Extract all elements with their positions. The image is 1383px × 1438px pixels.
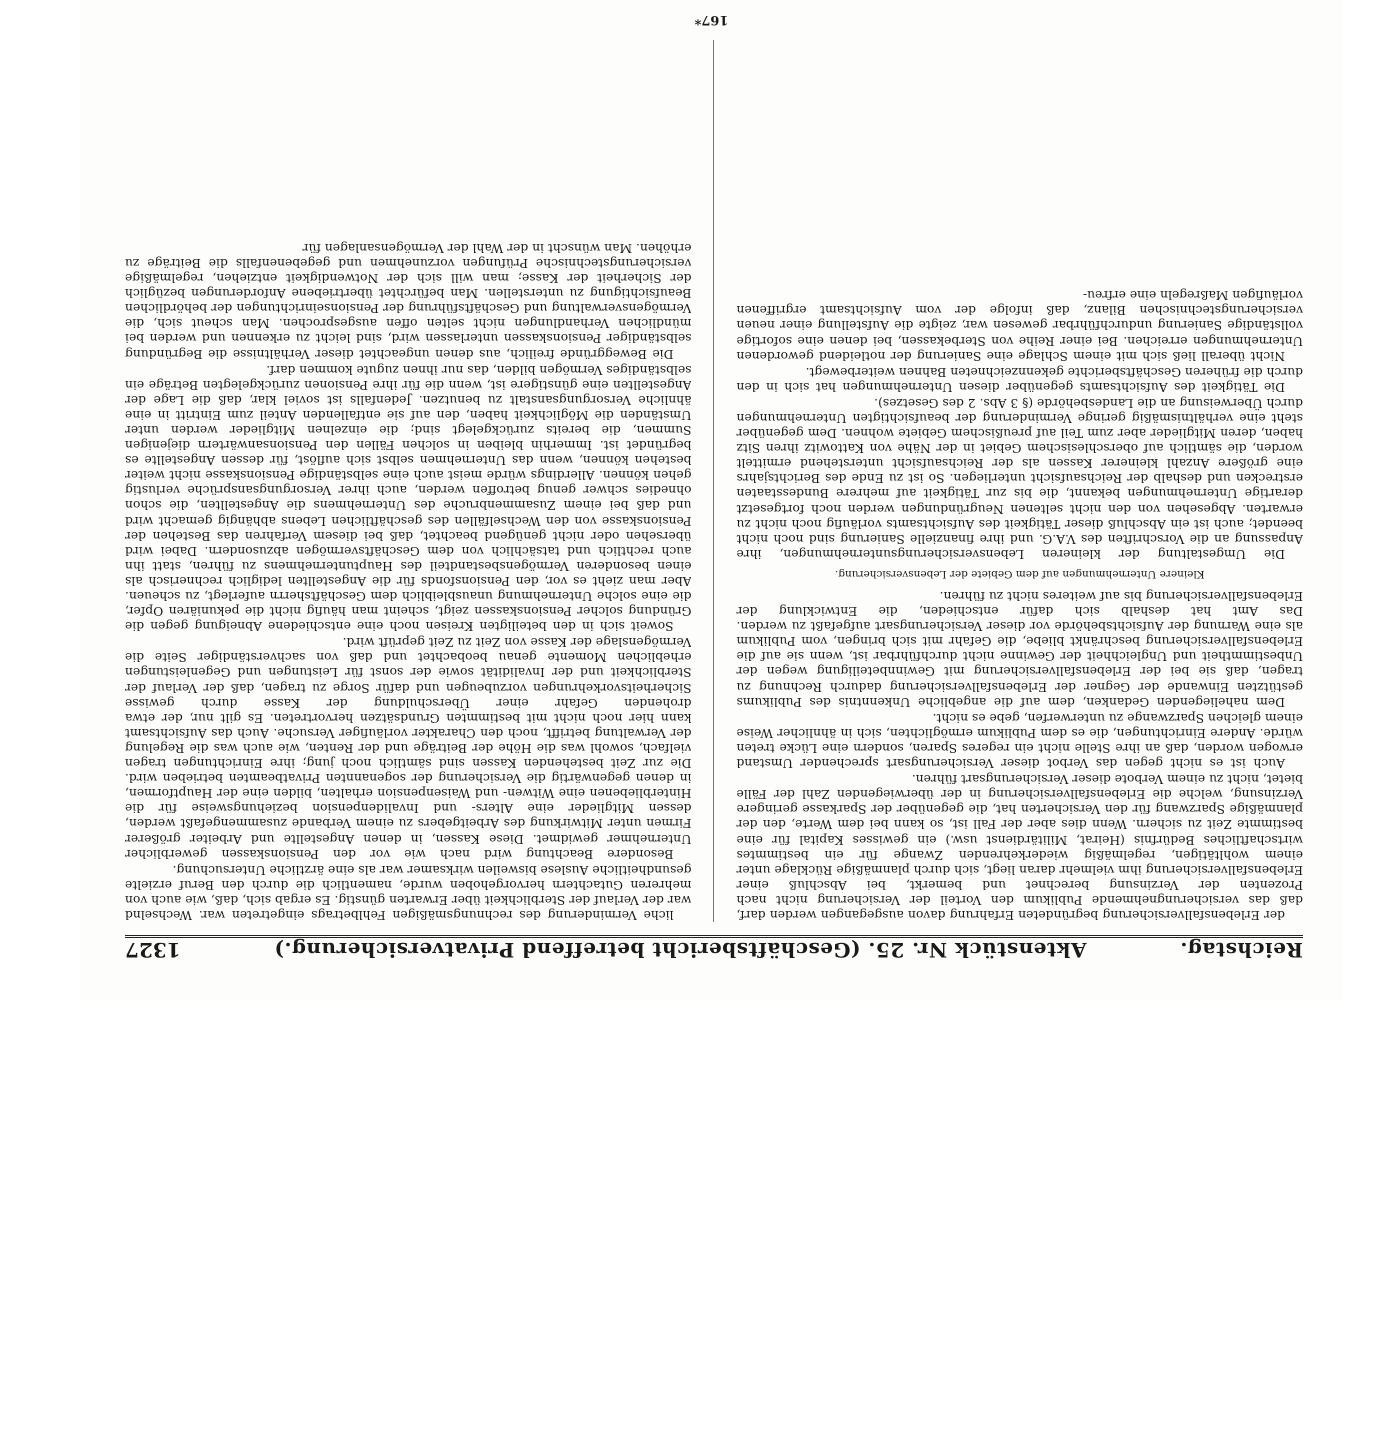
header-page-number: 1327 xyxy=(125,938,181,962)
page-folio: 167* xyxy=(694,12,729,27)
section-heading: Kleinere Unternehmungen auf dem Gebiete der Lebensversicherung. xyxy=(834,567,1205,580)
paragraph: Die Beweggründe freilich, aus denen ungeachtet dieser Verhältnisse die Begründung selbständiger Pensionskassen unterlassen wird, sind leicht zu erkennen und werden bei mündlichen Verhandlungen nicht selten offen ausgesprochen. Man scheut sich, die Vermögensverwaltung und Geschäftsführung der Pensionseinrichtungen der behördlichen Beaufsichtigung zu unterstellen. Man befürchtet übertriebene Anforderungen bezüglich der Sicherheit der Kasse; man will sich der Notwendigkeit entziehen, regelmäßige versicherungstechnische Prüfungen vorzunehmen und gegebenenfalls die Beiträge zu erhöhen. Man wünscht in der Wahl der Vermögensanlagen für xyxy=(125,240,692,361)
paragraph: Besondere Beachtung wird nach wie vor den Pensionskassen gewerblicher Unternehmer gewidmet. Diese Kassen, in denen Angestellte und Arbeiter größerer Firmen unter Mitwirkung des Arbeitgebers zu einem Verbande zusammengefaßt werden, dessen Mitglieder eine Alters- und Invalidenpension beziehungsweise für die Hinterbliebenen eine Witwen- und Waisenpension erhalten, bilden eine der Hauptformen, in denen gegenwärtig die Versicherung der sogenannten Privatbeamten betrieben wird. Die zur Zeit bestehenden Kassen sind sämtlich noch jung; ihre Einrichtungen tragen vielfach, sowohl was die Höhe der Beiträge und der Renten, wie auch was die Regelung der Verwaltung betrifft, noch den Charakter vorläufiger Versuche. Auch das Aufsichtsamt kann hier noch nicht mit bestimmten Grundsätzen hervortreten. Es gilt nur, der etwa drohenden Gefahr einer Überschuldung der Kasse durch gewisse Sicherheitsvorkehrungen vorzubeugen und dafür Sorge zu tragen, daß der Verlauf der Sterblichkeit und der Invalidität sowie der sonst für Leistungen und Gegenleistungen erheblichen Momente genau beobachtet und daß von sachverständiger Seite die Vermögenslage der Kasse von Zeit zu Zeit geprüft wird. xyxy=(125,635,692,861)
paragraph: Nicht überall ließ sich mit einem Schlage eine Sanierung der notleidend gewordenen Unternehmungen erreichen. Bei einer Reihe von Sterbekassen, bei denen eine sofortige vollständige Sanierung undurchführbar gewesen war, zeigte die Aufstellung einer neuen versicherungstechnischen Bilanz, daß infolge der vom Aufsichtsamt ergriffenen vorläufigen Maßregeln eine erfreu- xyxy=(736,288,1303,363)
paragraph: Soweit sich in den beteiligten Kreisen noch eine entschiedene Abneigung gegen die Gründung solcher Pensionskassen zeigt, scheint man häufig nicht die pekuniären Opfer, die eine solche Unternehmung unausbleiblich dem Geschäftsherrn auferlegt, zu scheuen. Aber man zieht es vor, den Pensionsfonds für die Angestellten lediglich rechnerisch als einen besonderen Vermögensbestandteil des Hauptunternehmens zu führen, statt ihn auch rechtlich und tatsächlich von dem Geschäftsvermögen abzusondern. Dabei wird übersehen oder nicht genügend beachtet, daß bei diesem Verfahren das Bestehen der Pensionskasse von den Wechselfällen des geschäftlichen Lebens abhängig gemacht wird und daß bei einem Zusammenbruche des Unternehmens die Angestellten, die schon ohnedies schwer genug betroffen werden, auch ihrer Versorgungsansprüche verlustig gehen können. Allerdings würde meist auch eine selbständige Pensionskasse nicht weiter bestehen können, wenn das Unternehmen selbst sich auflöst, für dessen Angestellte es begründet ist. Immerhin bleiben in solchen Fällen den Pensionsanwärtern diejenigen Summen, die bereits zurückgelegt sind; die einzelnen Mitglieder werden unter Umständen die Möglichkeit haben, den auf sie entfallenden Anteil zum Eintritt in eine ähnliche Versorgungsanstalt zu benutzen. Jedenfalls ist soviel klar, daß die Lage der Angestellten eine günstigere ist, wenn die für ihre Pensionen zurückgelegten Beträge ein selbständiges Vermögen bilden, das nur ihnen zugute kommen darf. xyxy=(125,362,692,634)
header-left: Reichstag. xyxy=(1179,938,1303,962)
paragraph: Auch ist es nicht gegen das Verbot dieser Versicherungsart sprechender Umstand erwogen worden, daß an ihre Stelle nicht ein regeres Sparen, sondern eine Lücke treten würde. Andere Einrichtungen, die es dem Publikum ermöglichten, sich in ähnlicher Weise einem gleichen Sparzwange zu unterwerfen, gebe es nicht. xyxy=(736,710,1303,771)
text-columns xyxy=(125,40,1303,922)
paragraph: Dem naheliegenden Gedanken, dem auf die angebliche Unkenntnis des Publikums gestützten Einwande der Gegner der Erlebensfallversicherung dadurch Rechnung zu tragen, daß sie bei der Erlebensfallversicherung mit Gewinnbeteiligung wegen der Unbestimmtheit und Ungleichheit der Gewinne nicht durchführbar ist, wenn sie auf die Erlebensfallversicherung beschränkt bliebe, die Gefahr mit sich bringen, vom Publikum als eine Warnung der Aufsichtsbehörde vor dieser Versicherungsart aufgefaßt zu werden. Das Amt hat deshalb sich dafür entschieden, die Entwicklung der Erlebensfallversicherung bis auf weiteres nicht zu führen. xyxy=(736,589,1303,709)
scanned-page xyxy=(80,0,1343,1000)
paragraph: liche Verminderung des rechnungsmäßigen Fehlbetrags eingetreten war. Wechselnd war der Verlauf der Sterblichkeit über Erwarten günstig. Es ergab sich, daß, wie auch von mehreren Gutachtern hervorgehoben wurde, namentlich die durch den Beruf erzielte gesundheitliche Auslese bisweilen wirksamer war als eine ärztliche Untersuchung. xyxy=(125,862,692,922)
header-title: Aktenstück Nr. 25. (Geschäftsbericht betreffend Privatversicherung.) xyxy=(274,938,1087,962)
column-left xyxy=(737,40,1304,922)
page-header xyxy=(125,935,1303,978)
paragraph: der Erlebensfallversicherung begründeten Erfahrung davon ausgegangen werden darf, daß das versicherungnehmende Publikum den Vorteil der Versicherung nicht nach Prozenten der Verzinsung berechnet und bemerkt, bei Abschluß einer Erlebensfallversicherung ihm vielmehr daran liegt, sich durch planmäßige Rücklage unter einem wohltätigen, regelmäßig wiederkehrenden Zwange für ein bestimmtes wirtschaftliches Bedürfnis (Heirat, Militärdienst usw.) ein gewisses Kapital für eine bestimmte Zeit zu sichern. Wenn dies aber der Fall ist, so kann bei dem Werte, den der planmäßige Sparzwang für den Versicherten hat, die gegenüber der Sparkasse geringere Verzinsung, welche die Erlebensfallversicherung in der überwiegenden Zahl der Fälle bietet, nicht zu einem Verbote dieser Versicherungsart führen. xyxy=(736,772,1303,922)
column-divider xyxy=(714,40,715,922)
paragraph: Die Tätigkeit des Aufsichtsamts gegenüber diesen Unternehmungen hat sich in den durch die früheren Geschäftsberichte gekennzeichneten Bahnen weiterbewegt. xyxy=(736,364,1303,394)
column-right xyxy=(125,40,692,922)
digitization-credit xyxy=(0,0,22,1000)
paragraph: Die Umgestaltung der kleineren Lebensversicherungsunternehmungen, ihre Anpassung an die Vorschriften des V.A.G. und ihre finanzielle Sanierung sind noch nicht beendet; auch ist ein Abschluß dieser Tätigkeit des Aufsichtsamts vorläufig noch nicht zu erwarten. Abgesehen von den nicht seltenen Neugründungen werden noch fortgesetzt derartige Unternehmungen bekannt, die bis zur Tätigkeit auf mehrere Bundesstaaten erstrecken und deshalb der Reichsaufsicht unterliegen. So ist zu Ende des Berichtsjahrs eine größere Anzahl kleinerer Kassen als der Reichsaufsicht unterstehend ermittelt worden, die sämtlich auf oberschlesischem Gebiet in der Nähe von Kattowitz ihren Sitz haben, deren Mitglieder aber zum Teil auf preußischem Gebiete wohnen. Dem gegenüber steht eine verhältnismäßig geringe Verminderung der beaufsichtigten Unternehmungen durch Überweisung an die Landesbehörde (§ 3 Abs. 2 des Gesetzes). xyxy=(736,395,1303,561)
